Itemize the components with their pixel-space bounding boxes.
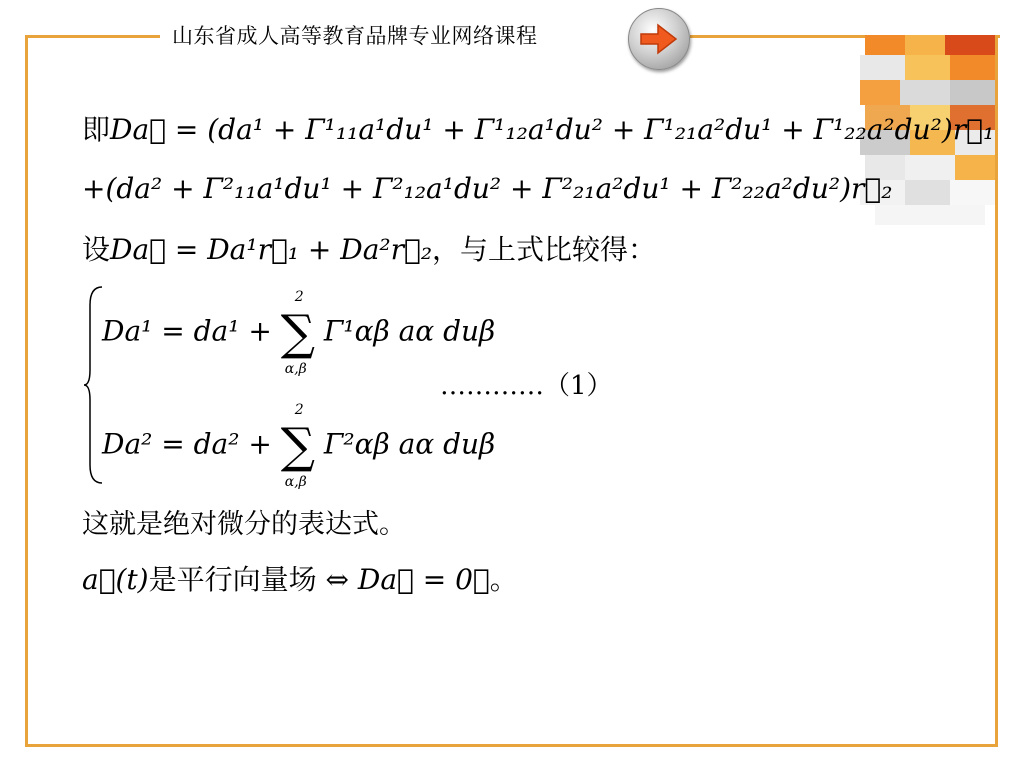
frame-top-left-line [25, 35, 160, 38]
summation-1: ∑ 2 α,β [280, 289, 316, 377]
conclusion-text: 这就是绝对微分的表达式。 [82, 509, 406, 540]
summation-2: ∑ 2 α,β [280, 402, 316, 490]
right-arrow-icon [638, 22, 680, 56]
eq2-lhs: Da² = da² + [102, 427, 272, 461]
equation-number: …………（1） [440, 371, 613, 401]
equation-line-1 [82, 108, 994, 148]
system-equation-2 [102, 402, 496, 490]
frame-bottom-line [25, 744, 998, 747]
eq2-rhs: Γ²αβ aα duβ [323, 427, 496, 461]
sum2-upper: 2 [294, 402, 304, 418]
final-math-prefix: a⃗(t) [82, 563, 149, 596]
eq1-rhs: Γ¹αβ aα duβ [323, 314, 496, 348]
final-statement [82, 558, 518, 598]
system-equation-1 [102, 289, 496, 377]
line1-prefix: 即 [82, 113, 111, 146]
final-end: 。 [489, 563, 518, 596]
line1-math: Da⃗ = (da¹ + Γ¹₁₁a¹du¹ + Γ¹₁₂a¹du² + Γ¹₂₁a²du¹ + Γ¹₂₂a²du²)r⃗₁ [110, 113, 995, 146]
sum1-upper: 2 [294, 289, 304, 305]
frame-left-line [25, 35, 28, 747]
line3-prefix: 设 [82, 233, 111, 266]
line3-math: Da⃗ = Da¹r⃗₁ + Da²r⃗₂ [110, 233, 433, 266]
next-slide-button[interactable] [628, 8, 690, 70]
sum1-lower: α,β [284, 361, 307, 377]
equation-line-3 [82, 228, 656, 268]
line3-suffix: ，与上式比较得： [432, 233, 657, 266]
course-title: 山东省成人高等教育品牌专业网络课程 [172, 24, 538, 48]
line2-math: +(da² + Γ²₁₁a¹du¹ + Γ²₁₂a¹du² + Γ²₂₁a²du¹ + Γ²₂₂a²du²)r⃗₂ [82, 172, 893, 205]
final-text: 是平行向量场 [148, 563, 317, 596]
sum2-lower: α,β [284, 474, 307, 490]
final-math-suffix: ⇔ Da⃗ = 0⃗ [325, 563, 490, 596]
eq1-lhs: Da¹ = da¹ + [102, 314, 272, 348]
left-brace [84, 285, 104, 485]
equation-line-2 [82, 172, 892, 205]
